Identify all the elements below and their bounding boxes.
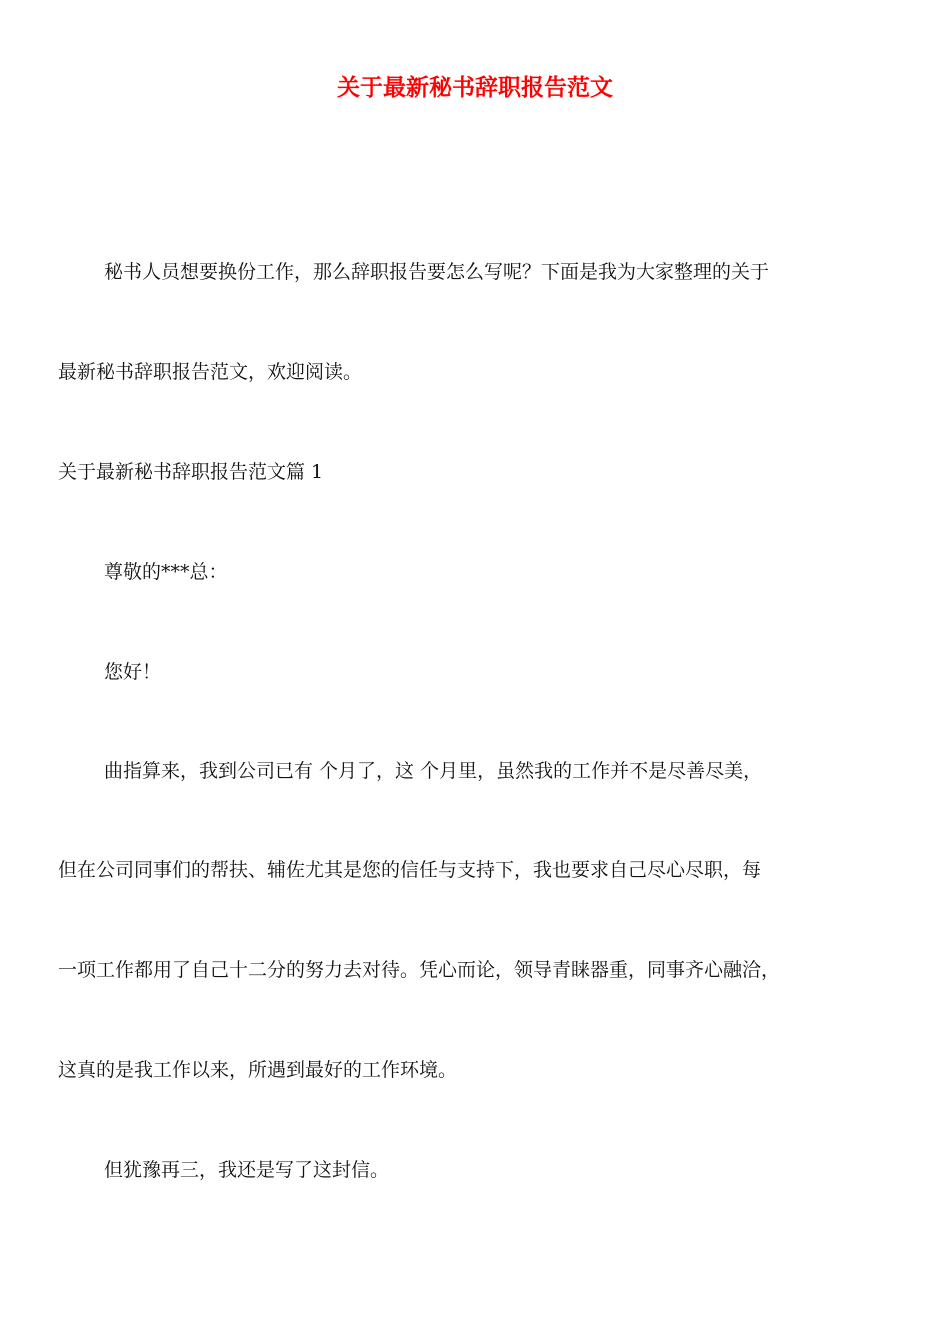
document-title: 关于最新秘书辞职报告范文: [337, 75, 613, 101]
greeting: 您好！: [104, 661, 162, 683]
body-line-1: 曲指算来，我到公司已有 个月了，这 个月里，虽然我的工作并不是尽善尽美，: [104, 760, 763, 782]
intro-line-2: 最新秘书辞职报告范文，欢迎阅读。: [58, 361, 363, 383]
body-line-4: 这真的是我工作以来，所遇到最好的工作环境。: [58, 1059, 458, 1081]
body-line-2: 但在公司同事们的帮扶、辅佐尤其是您的信任与支持下，我也要求自己尽心尽职，每: [58, 859, 762, 881]
body-line-5: 但犹豫再三，我还是写了这封信。: [104, 1159, 390, 1181]
body-line-3: 一项工作都用了自己十二分的努力去对待。凭心而论，领导青睐器重，同事齐心融洽，: [58, 959, 781, 981]
section-heading: 关于最新秘书辞职报告范文篇 1: [58, 461, 324, 483]
salutation: 尊敬的***总：: [104, 561, 228, 583]
intro-line-1: 秘书人员想要换份工作，那么辞职报告要怎么写呢？下面是我为大家整理的关于: [104, 261, 770, 283]
